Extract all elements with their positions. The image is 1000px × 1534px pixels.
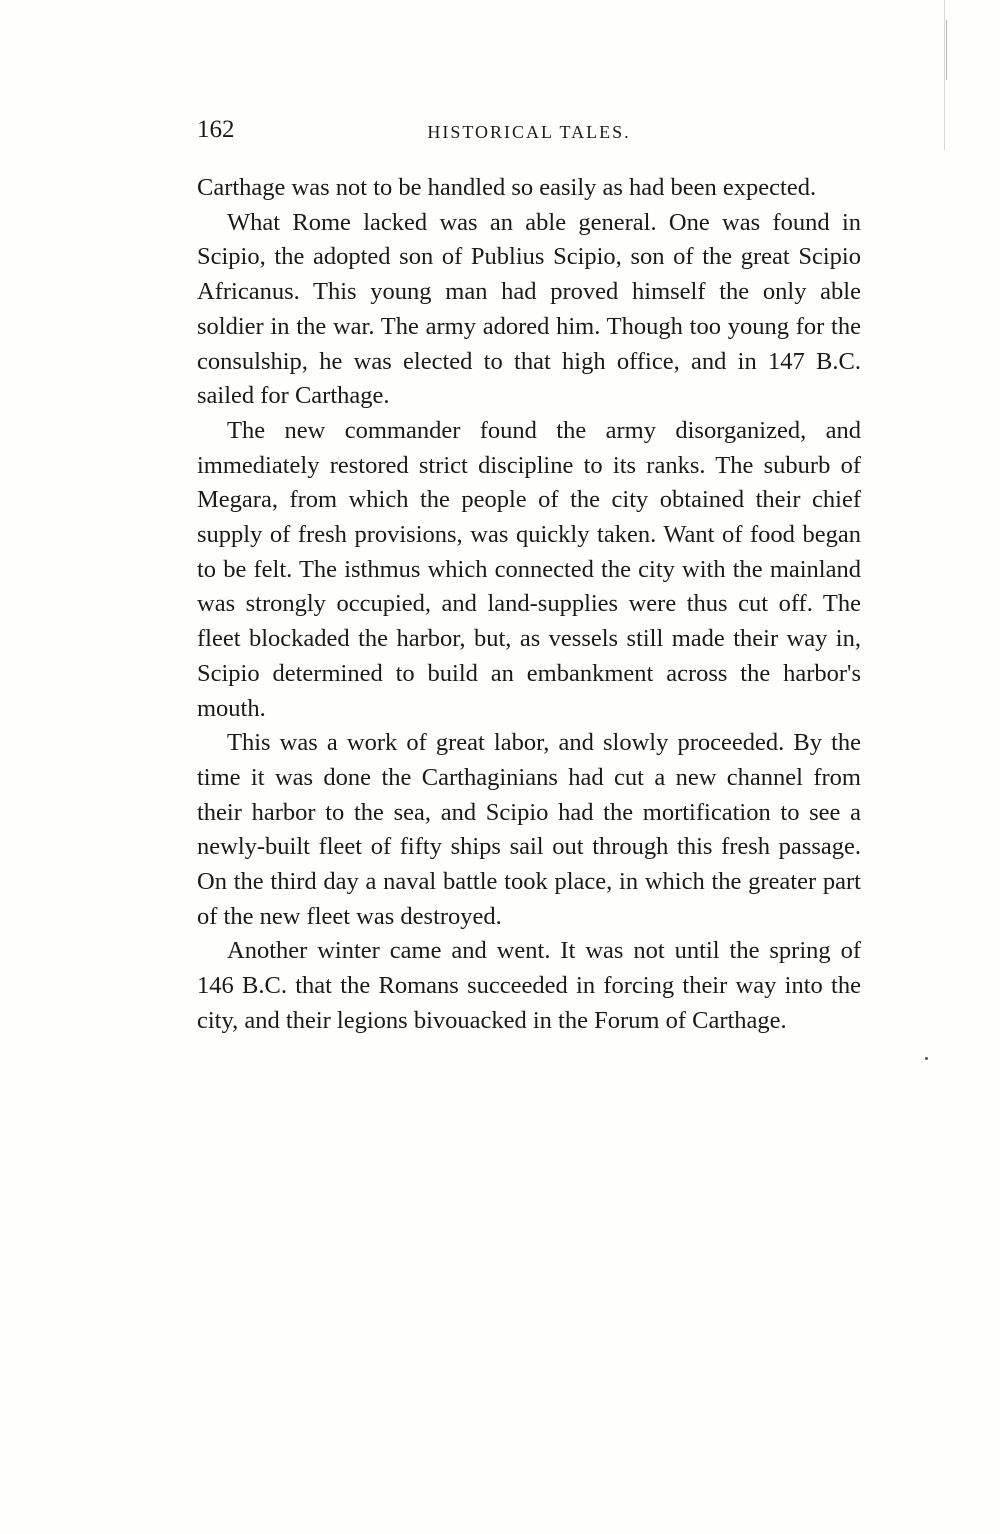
page-edge-mark xyxy=(944,0,945,150)
page-edge-mark xyxy=(946,20,947,80)
running-title: HISTORICAL TALES. xyxy=(427,122,631,142)
paragraph: Carthage was not to be handled so easily as had been expected. xyxy=(197,174,817,201)
scan-speck xyxy=(925,1057,928,1060)
running-head xyxy=(197,112,861,152)
page-number: 162 xyxy=(197,116,235,143)
paragraph: The new commander found the army disorganized, and immediately restored strict discipline to its ranks. The suburb of Megara, from which the people of the city obtained their chief supply of fresh provisions, was quickly taken. Want of food began to be felt. The isthmus which connected the city with the mainland was strongly occupied, and land-supplies were thus cut off. The fleet blockaded the harbor, but, as vessels still made their way in, Scipio determined to build an embankment across the harbor's mouth. xyxy=(197,416,861,722)
body-text xyxy=(197,171,861,1039)
paragraph: What Rome lacked was an able general. One was found in Scipio, the adopted son of Publius Scipio, son of the great Scipio Africanus. This young man had proved himself the only able soldier in the war. The army adored him. Though too young for the consulship, he was elected to that high office, and in 147 B.C. sailed for Carthage. xyxy=(197,208,861,410)
paragraph: Another winter came and went. It was not until the spring of 146 B.C. that the Romans succeeded in forcing their way into the city, and their legions bivouacked in the Forum of Carthage. xyxy=(197,937,861,1034)
paragraph: This was a work of great labor, and slowly proceeded. By the time it was done the Carthaginians had cut a new channel from their harbor to the sea, and Scipio had the mortification to see a newly-built fleet of fifty ships sail out through this fresh passage. On the third day a naval battle took place, in which the greater part of the new fleet was destroyed. xyxy=(197,729,861,930)
